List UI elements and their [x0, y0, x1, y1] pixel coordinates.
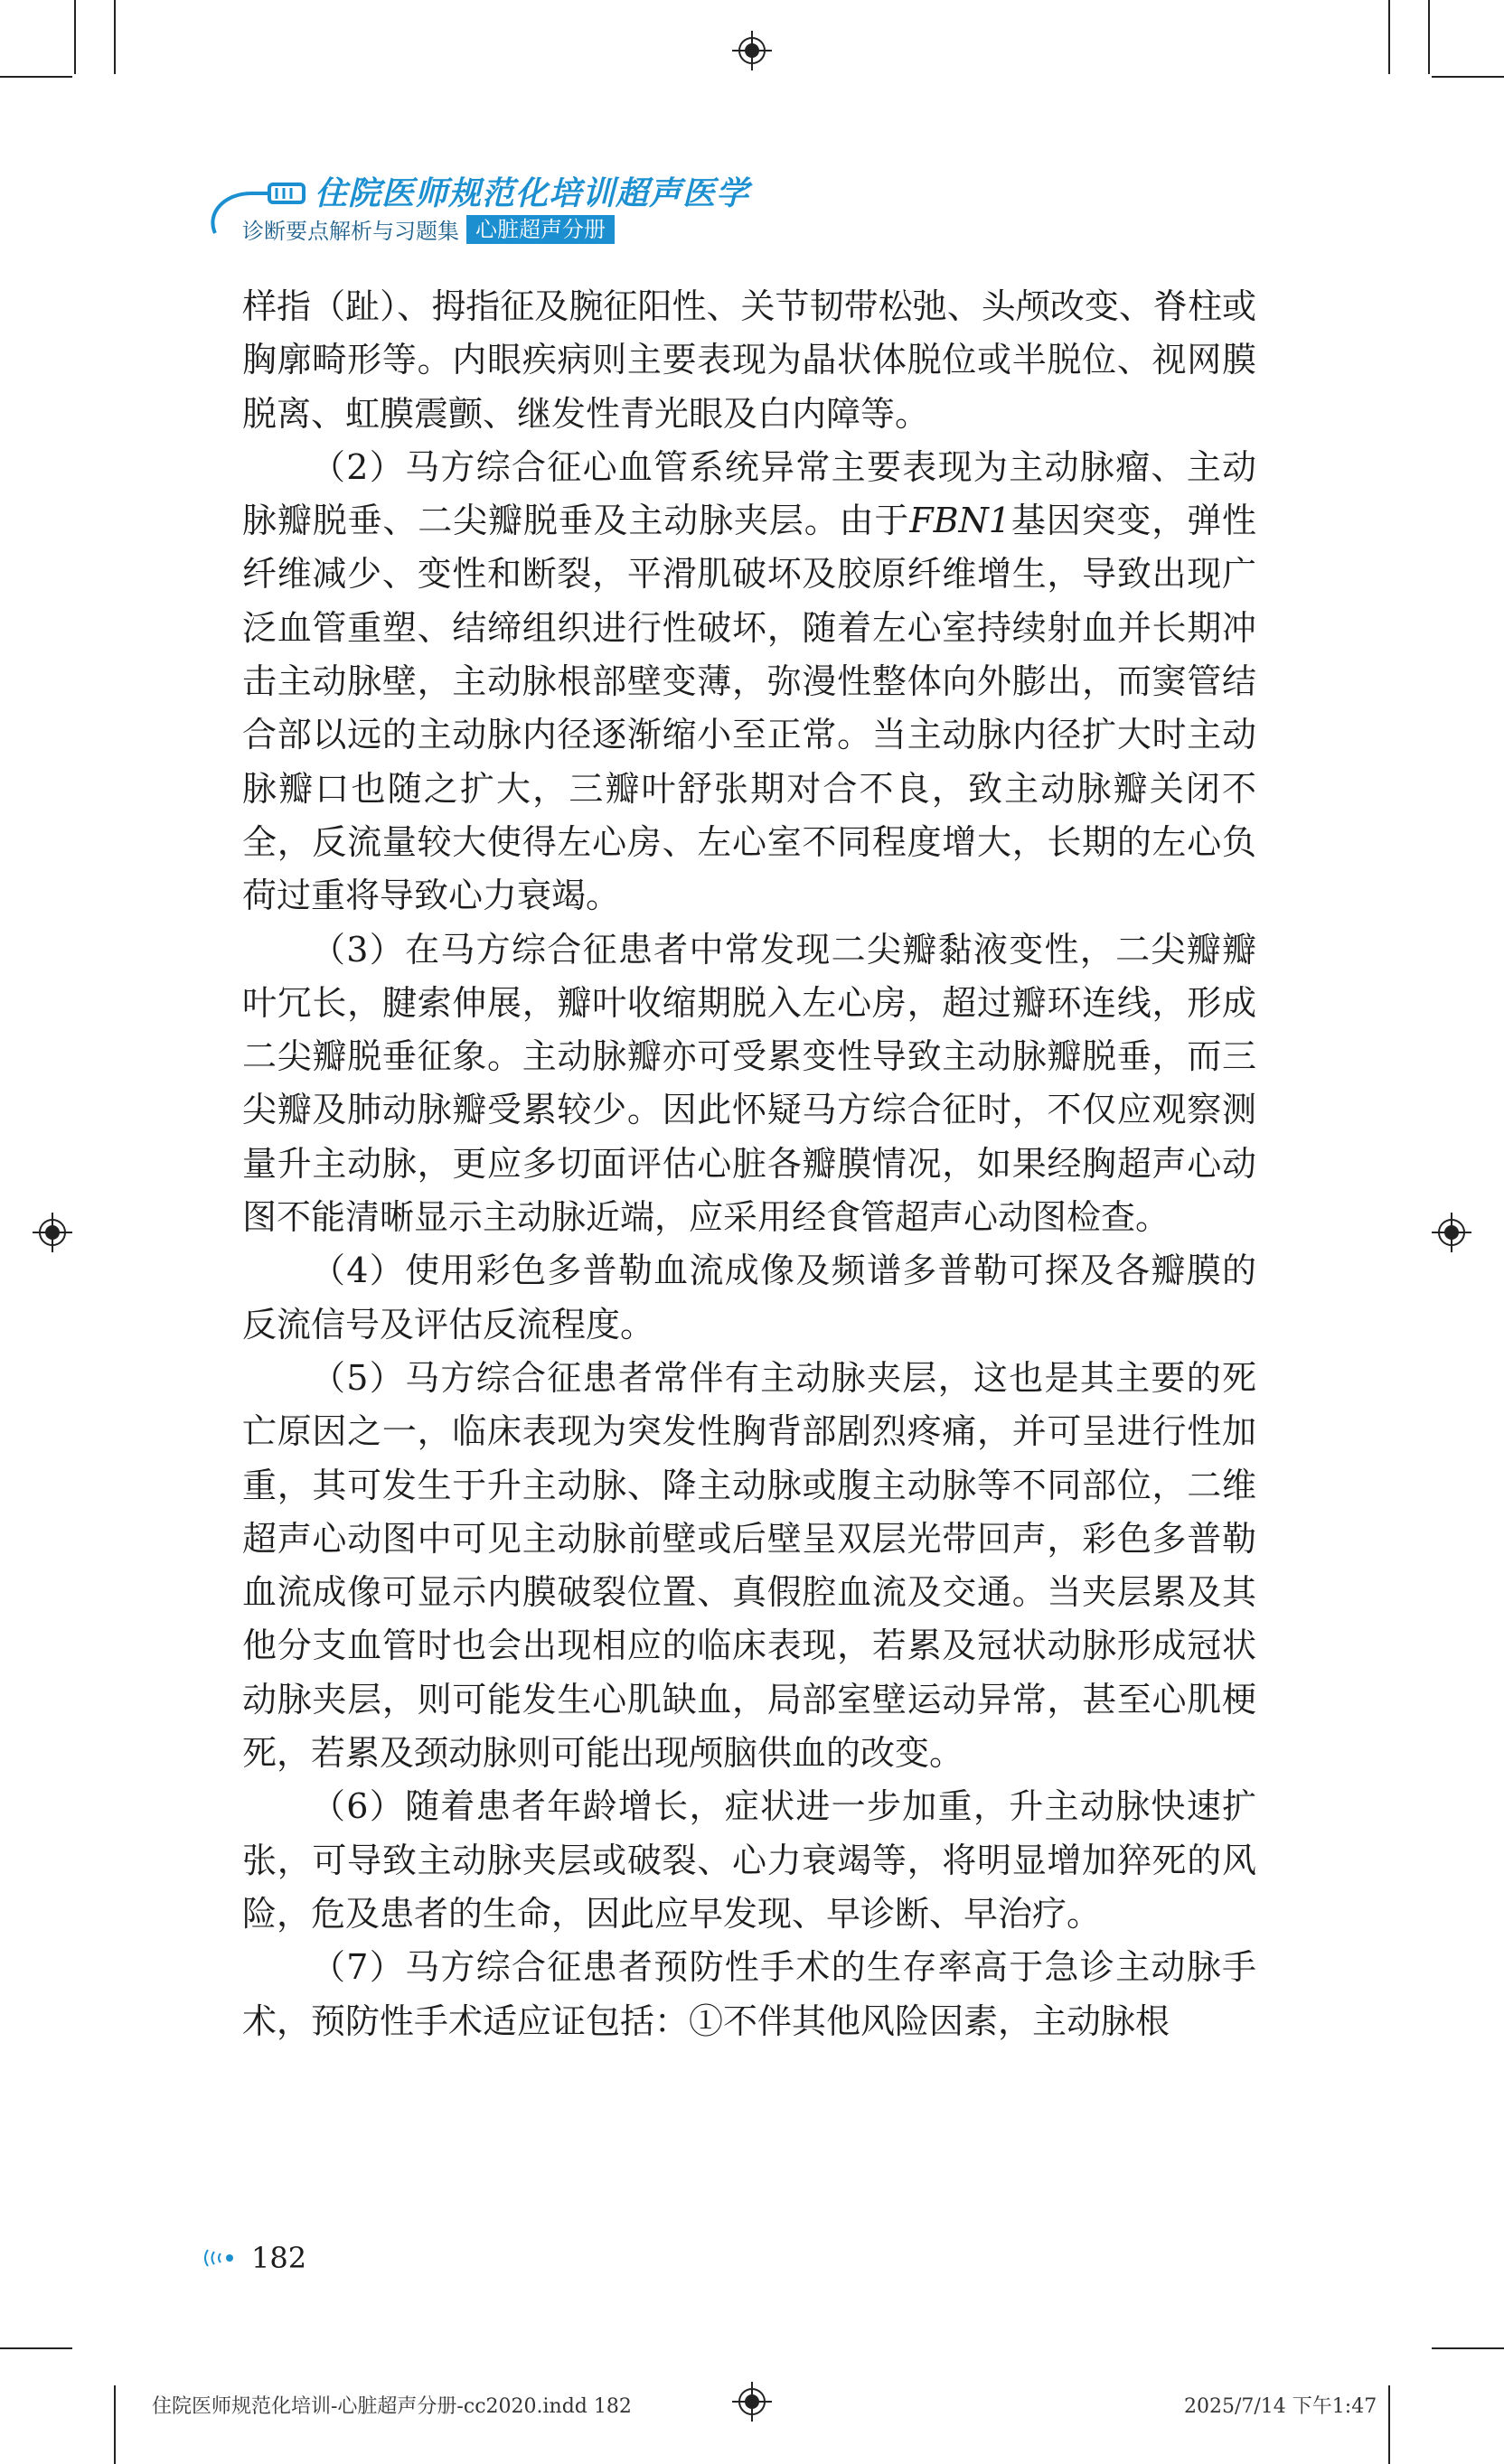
crop-mark	[1432, 2347, 1504, 2349]
paragraph: （4）使用彩色多普勒血流成像及频谱多普勒可探及各瓣膜的反流信号及评估反流程度。	[242, 1251, 1256, 1344]
page-number-row	[202, 2241, 306, 2275]
registration-mark-icon	[33, 1213, 72, 1252]
page-number: 182	[251, 2241, 307, 2275]
book-subtitle-row	[242, 213, 615, 245]
gene-name: FBN1	[909, 501, 1010, 541]
running-header	[206, 168, 748, 249]
paragraph: 样指（趾）、拇指征及腕征阳性、关节韧带松弛、头颅改变、脊柱或胸廓畸形等。内眼疾病则主要表现为晶状体脱位或半脱位、视网膜脱离、虹膜震颤、继发性青光眼及白内障等。	[242, 286, 1256, 434]
crop-mark	[114, 2385, 116, 2464]
crop-mark	[114, 0, 116, 74]
crop-mark	[1432, 76, 1504, 78]
registration-mark-icon	[732, 2382, 772, 2422]
registration-mark-icon	[1432, 1213, 1471, 1252]
crop-mark	[0, 2347, 72, 2349]
paragraph: （7）马方综合征患者预防性手术的生存率高于急诊主动脉手术，预防性手术适应证包括：①不伴其他风险因素，主动脉根	[242, 1947, 1256, 2041]
crop-mark	[1388, 0, 1390, 74]
paragraph	[242, 441, 1256, 923]
paragraph: （3）在马方综合征患者中常发现二尖瓣黏液变性，二尖瓣瓣叶冗长，腱索伸展，瓣叶收缩期脱入左心房，超过瓣环连线，形成二尖瓣脱垂征象。主动脉瓣亦可受累变性导致主动脉瓣脱垂，而三尖瓣及肺动脉瓣受累较少。因此怀疑马方综合征时，不仅应观察测量升主动脉，更应多切面评估心脏各瓣膜情况，如果经胸超声心动图不能清晰显示主动脉近端，应采用经食管超声心动图检查。	[242, 929, 1256, 1238]
body-text	[242, 280, 1256, 2048]
book-title: 住院医师规范化培训超声医学	[315, 174, 750, 212]
volume-tag: 心脏超声分册	[466, 215, 615, 244]
paragraph-text: （2）马方综合征心血管系统异常主要表现为主动脉瘤、主动脉瓣脱垂、二尖瓣脱垂及主动脉夹层。由于	[242, 446, 1256, 541]
paragraph: （5）马方综合征患者常伴有主动脉夹层，这也是其主要的死亡原因之一，临床表现为突发性胸背部剧烈疼痛，并可呈进行性加重，其可发生于升主动脉、降主动脉或腹主动脉等不同部位，二维超声心动图中可见主动脉前壁或后壁呈双层光带回声，彩色多普勒血流成像可显示内膜破裂位置、真假腔血流及交通。当夹层累及其他分支血管时也会出现相应的临床表现，若累及冠状动脉形成冠状动脉夹层，则可能发生心肌缺血，局部室壁运动异常，甚至心肌梗死，若累及颈动脉则可能出现颅脑供血的改变。	[242, 1357, 1256, 1774]
crop-mark	[74, 0, 76, 74]
sound-wave-icon	[202, 2246, 242, 2270]
crop-mark	[0, 76, 72, 78]
crop-mark	[1388, 2385, 1390, 2464]
book-subtitle: 诊断要点解析与习题集	[242, 219, 459, 244]
slug-file-info: 住院医师规范化培训-心脏超声分册-cc2020.indd 182	[152, 2395, 632, 2418]
crop-mark	[1428, 0, 1430, 74]
paragraph-text: 基因突变，弹性纤维减少、变性和断裂，平滑肌破坏及胶原纤维增生，导致出现广泛血管重塑、结缔组织进行性破坏，随着左心室持续射血并长期冲击主动脉壁，主动脉根部壁变薄，弥漫性整体向外膨出，而窦管结合部以远的主动脉内径逐渐缩小至正常。当主动脉内径扩大时主动脉瓣口也随之扩大，三瓣叶舒张期对合不良，致主动脉瓣关闭不全，反流量较大使得左心房、左心室不同程度增大，长期的左心负荷过重将导致心力衰竭。	[242, 501, 1256, 916]
slug-timestamp: 2025/7/14 下午1:47	[1184, 2395, 1377, 2418]
paragraph: （6）随着患者年龄增长，症状进一步加重，升主动脉快速扩张，可导致主动脉夹层或破裂、心力衰竭等，将明显增加猝死的风险，危及患者的生命，因此应早发现、早诊断、早治疗。	[242, 1786, 1256, 1934]
registration-mark-icon	[732, 31, 772, 70]
